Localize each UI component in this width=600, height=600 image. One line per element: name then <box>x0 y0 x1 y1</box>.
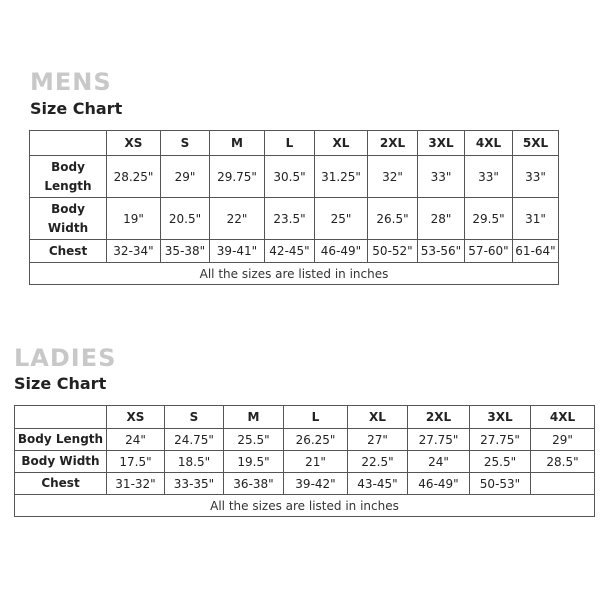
mens-row-body-length <box>30 156 559 198</box>
ladies-cell: 28.5" <box>531 451 595 473</box>
ladies-size-header: 3XL <box>470 406 531 429</box>
ladies-corner-cell <box>15 406 107 429</box>
mens-cell: 28" <box>418 198 465 240</box>
ladies-cell: 29" <box>531 429 595 451</box>
ladies-size-header: 4XL <box>531 406 595 429</box>
mens-size-table <box>29 130 559 285</box>
mens-size-header: XL <box>315 131 368 156</box>
mens-row-label: Body Width <box>30 198 107 240</box>
ladies-cell: 27.75" <box>408 429 470 451</box>
ladies-header-row <box>15 406 595 429</box>
mens-note: All the sizes are listed in inches <box>30 263 559 285</box>
mens-cell: 20.5" <box>161 198 210 240</box>
mens-cell: 29" <box>161 156 210 198</box>
mens-cell: 42-45" <box>265 240 315 263</box>
mens-title: MENS <box>30 68 112 96</box>
ladies-subtitle: Size Chart <box>14 374 107 393</box>
ladies-size-header: M <box>224 406 284 429</box>
ladies-cell: 27" <box>348 429 408 451</box>
mens-size-header: 2XL <box>368 131 418 156</box>
mens-cell: 19" <box>107 198 161 240</box>
ladies-row-label: Body Width <box>15 451 107 473</box>
ladies-size-header: L <box>284 406 348 429</box>
ladies-cell: 18.5" <box>165 451 224 473</box>
ladies-cell: 21" <box>284 451 348 473</box>
ladies-cell: 25.5" <box>470 451 531 473</box>
mens-size-header: 3XL <box>418 131 465 156</box>
mens-subtitle: Size Chart <box>30 99 123 118</box>
mens-cell: 28.25" <box>107 156 161 198</box>
ladies-note: All the sizes are listed in inches <box>15 495 595 517</box>
mens-cell: 30.5" <box>265 156 315 198</box>
ladies-cell: 46-49" <box>408 473 470 495</box>
mens-cell: 31.25" <box>315 156 368 198</box>
mens-cell: 33" <box>465 156 513 198</box>
mens-cell: 31" <box>513 198 559 240</box>
ladies-cell: 43-45" <box>348 473 408 495</box>
mens-cell: 39-41" <box>210 240 265 263</box>
ladies-row-body-width <box>15 451 595 473</box>
ladies-cell <box>531 473 595 495</box>
mens-note-row <box>30 263 559 285</box>
ladies-cell: 39-42" <box>284 473 348 495</box>
ladies-title: LADIES <box>14 344 117 372</box>
mens-row-label: Chest <box>30 240 107 263</box>
mens-cell: 61-64" <box>513 240 559 263</box>
mens-row-label: Body Length <box>30 156 107 198</box>
ladies-cell: 22.5" <box>348 451 408 473</box>
mens-size-header: 5XL <box>513 131 559 156</box>
ladies-row-label: Body Length <box>15 429 107 451</box>
ladies-cell: 24" <box>107 429 165 451</box>
ladies-note-row <box>15 495 595 517</box>
mens-row-chest <box>30 240 559 263</box>
ladies-cell: 17.5" <box>107 451 165 473</box>
ladies-cell: 31-32" <box>107 473 165 495</box>
mens-cell: 23.5" <box>265 198 315 240</box>
ladies-size-table <box>14 405 595 517</box>
mens-size-header: S <box>161 131 210 156</box>
ladies-cell: 26.25" <box>284 429 348 451</box>
ladies-row-label: Chest <box>15 473 107 495</box>
mens-size-header: L <box>265 131 315 156</box>
mens-cell: 50-52" <box>368 240 418 263</box>
mens-row-body-width <box>30 198 559 240</box>
ladies-cell: 50-53" <box>470 473 531 495</box>
ladies-size-header: XS <box>107 406 165 429</box>
ladies-cell: 19.5" <box>224 451 284 473</box>
mens-header-row <box>30 131 559 156</box>
ladies-row-body-length <box>15 429 595 451</box>
mens-cell: 25" <box>315 198 368 240</box>
mens-cell: 46-49" <box>315 240 368 263</box>
ladies-cell: 24.75" <box>165 429 224 451</box>
mens-cell: 32" <box>368 156 418 198</box>
mens-cell: 29.75" <box>210 156 265 198</box>
ladies-cell: 25.5" <box>224 429 284 451</box>
mens-size-header: XS <box>107 131 161 156</box>
ladies-cell: 33-35" <box>165 473 224 495</box>
ladies-cell: 24" <box>408 451 470 473</box>
mens-cell: 29.5" <box>465 198 513 240</box>
mens-size-header: M <box>210 131 265 156</box>
mens-cell: 32-34" <box>107 240 161 263</box>
mens-cell: 33" <box>513 156 559 198</box>
mens-cell: 26.5" <box>368 198 418 240</box>
ladies-size-header: XL <box>348 406 408 429</box>
mens-cell: 22" <box>210 198 265 240</box>
ladies-cell: 27.75" <box>470 429 531 451</box>
mens-cell: 57-60" <box>465 240 513 263</box>
ladies-size-header: 2XL <box>408 406 470 429</box>
mens-cell: 35-38" <box>161 240 210 263</box>
mens-size-header: 4XL <box>465 131 513 156</box>
mens-corner-cell <box>30 131 107 156</box>
ladies-size-header: S <box>165 406 224 429</box>
ladies-row-chest <box>15 473 595 495</box>
ladies-cell: 36-38" <box>224 473 284 495</box>
mens-cell: 53-56" <box>418 240 465 263</box>
mens-cell: 33" <box>418 156 465 198</box>
